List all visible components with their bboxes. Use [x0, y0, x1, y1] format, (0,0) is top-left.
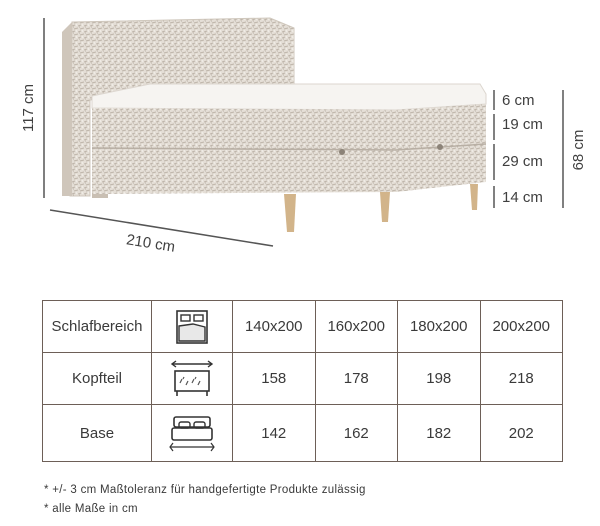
size-200x200: 200x200 [480, 301, 563, 353]
base-value-140: 142 [233, 405, 316, 462]
kopfteil-value-160: 178 [315, 353, 398, 405]
legs-height-label: 14 cm [502, 189, 543, 206]
width-label: 210 cm [125, 231, 177, 256]
units-note: * alle Maße in cm [44, 503, 138, 515]
table-row-base [43, 405, 563, 462]
base-value-160: 162 [315, 405, 398, 462]
header-label: Schlafbereich [43, 301, 152, 353]
kopfteil-value-140: 158 [233, 353, 316, 405]
row-label-kopfteil: Kopfteil [43, 353, 152, 405]
footnotes [44, 481, 366, 519]
tolerance-note: * +/- 3 cm Maßtoleranz für handgefertigte Produkte zulässig [44, 484, 366, 496]
bed-icon [152, 405, 233, 462]
size-180x200: 180x200 [398, 301, 481, 353]
height-label: 117 cm [20, 83, 37, 133]
sleeping-area-icon [152, 301, 233, 353]
headboard-icon [152, 353, 233, 405]
size-table [42, 300, 563, 462]
total-height-label: 68 cm [570, 129, 587, 171]
size-140x200: 140x200 [233, 301, 316, 353]
base-value-200: 202 [480, 405, 563, 462]
mattress-height-label: 19 cm [502, 116, 543, 133]
base-height-label: 29 cm [502, 153, 543, 170]
bed-illustration [62, 18, 486, 232]
size-160x200: 160x200 [315, 301, 398, 353]
kopfteil-value-200: 218 [480, 353, 563, 405]
kopfteil-value-180: 198 [398, 353, 481, 405]
table-header-row [43, 301, 563, 353]
table-row-kopfteil [43, 353, 563, 405]
topper-height-label: 6 cm [502, 92, 535, 109]
base-value-180: 182 [398, 405, 481, 462]
row-label-base: Base [43, 405, 152, 462]
